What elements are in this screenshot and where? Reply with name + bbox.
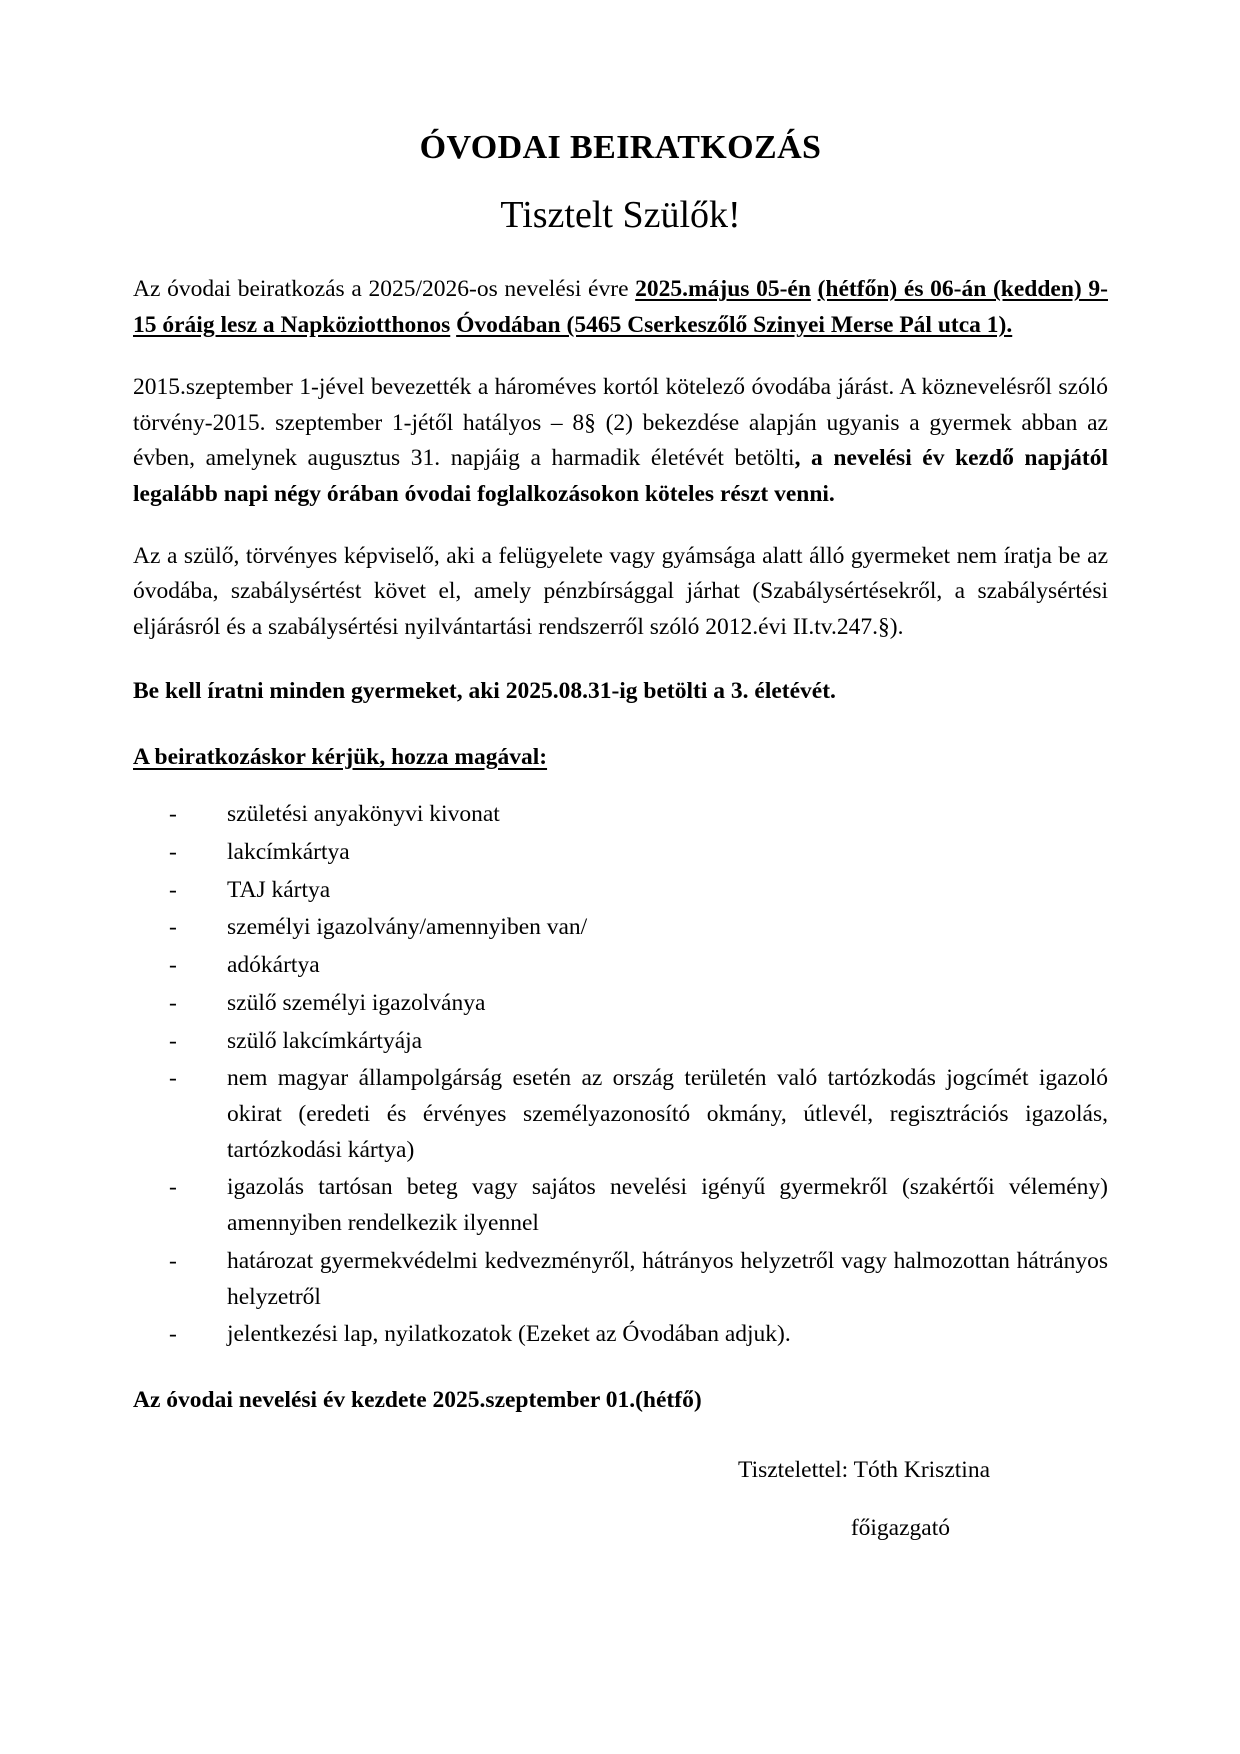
list-item-label: nem magyar állampolgárság esetén az ország területén való tartózkodás jogcímét igazoló okirat (eredeti és érvényes személyazonosító okmány, útlevél, regisztrációs igazolás, tartózkodási kártya) [227, 1065, 1108, 1163]
law-paragraph-bold: , a nevelési év kezdő napjától legalább napi négy órában óvodai foglalkozásokon köteles részt venni. [133, 445, 1108, 507]
list-item [169, 1244, 1108, 1315]
penalty-paragraph: Az a szülő, törvényes képviselő, aki a felügyelete vagy gyámsága alatt álló gyermeket nem íratja be az óvodába, szabálysértést követ el, amely pénzbírsággal járhat (Szabálysértésekről, a szabálysértési eljárásról és a szabálysértési nyilvántartási rendszerről szóló 2012.évi II.tv.247.§). [133, 542, 1108, 641]
bullet-dash-icon: - [169, 1174, 177, 1201]
list-item [169, 1170, 1108, 1241]
list-item [169, 986, 1108, 1022]
announcement-prefix: Az óvodai beiratkozás a 2025/2026-os nevelési évre [133, 276, 636, 303]
announcement-emphasis-line3: Óvodában (5465 Cserkeszőlő Szinyei Merse Pál utca 1). [456, 312, 1013, 339]
bullet-dash-icon: - [169, 1247, 177, 1274]
list-item-label: határozat gyermekvédelmi kedvezményről, hátrányos helyzetről vagy halmozottan hátrányos helyzetről [227, 1247, 1108, 1310]
bullet-dash-icon: - [169, 952, 177, 979]
announcement-emphasis-line1: 2025.május 05-én [635, 276, 811, 303]
bullet-dash-icon: - [169, 1027, 177, 1054]
signature-role: főigazgató [850, 1514, 950, 1541]
list-item [169, 1061, 1108, 1168]
list-item [169, 948, 1108, 984]
bullet-dash-icon: - [169, 876, 177, 903]
list-item [169, 873, 1108, 909]
announcement-emphasis-line2: (hétfőn) és 06-án (kedden) 9-15 óráig lesz a Napköziotthonos [133, 276, 1108, 339]
must-enroll-statement: Be kell íratni minden gyermeket, aki 2025.08.31-ig betölti a 3. életévét. [133, 677, 836, 704]
list-item [169, 797, 1108, 833]
bullet-dash-icon: - [169, 801, 177, 828]
list-item-label: születési anyakönyvi kivonat [227, 801, 500, 828]
list-item-label: igazolás tartósan beteg vagy sajátos nevelési igényű gyermekről (szakértői vélemény) amennyiben rendelkezik ilyennel [227, 1174, 1108, 1237]
bullet-dash-icon: - [169, 1321, 177, 1348]
list-item-label: adókártya [227, 952, 320, 979]
law-paragraph-plain: 2015.szeptember 1-jével bevezették a hároméves kortól kötelező óvodába járást. A köznevelésről szóló törvény-2015. szeptember 1-jétől hatályos – 8§ (2) bekezdése alapján ugyanis a gyermek abban az évben, amelynek augusztus 31. napjáig a harmadik életévét betölti [133, 373, 1108, 472]
list-item-label: jelentkezési lap, nyilatkozatok (Ezeket az Óvodában adjuk). [227, 1321, 791, 1348]
law-paragraph [133, 370, 1108, 513]
list-item [169, 910, 1108, 946]
announcement-paragraph [133, 272, 1108, 343]
list-item [169, 835, 1108, 871]
list-item [169, 1024, 1108, 1060]
list-item-label: személyi igazolvány/amennyiben van/ [227, 914, 588, 941]
bullet-dash-icon: - [169, 914, 177, 941]
list-item [169, 1317, 1108, 1353]
bullet-dash-icon: - [169, 1065, 177, 1092]
school-year-start-statement: Az óvodai nevelési év kezdete 2025.szeptember 01.(hétfő) [133, 1387, 702, 1414]
list-item-label: lakcímkártya [227, 839, 350, 866]
required-documents-list [133, 797, 1108, 1353]
bullet-dash-icon: - [169, 839, 177, 866]
list-item-label: TAJ kártya [227, 876, 331, 903]
page-title: ÓVODAI BEIRATKOZÁS [419, 129, 822, 166]
list-item-label: szülő lakcímkártyája [227, 1027, 423, 1054]
salutation-heading: Tisztelt Szülők! [500, 193, 741, 236]
bullet-dash-icon: - [169, 989, 177, 1016]
bring-documents-heading: A beiratkozáskor kérjük, hozza magával: [133, 743, 548, 770]
signature-name: Tisztelettel: Tóth Krisztina [738, 1456, 990, 1483]
list-item-label: szülő személyi igazolványa [227, 989, 486, 1016]
